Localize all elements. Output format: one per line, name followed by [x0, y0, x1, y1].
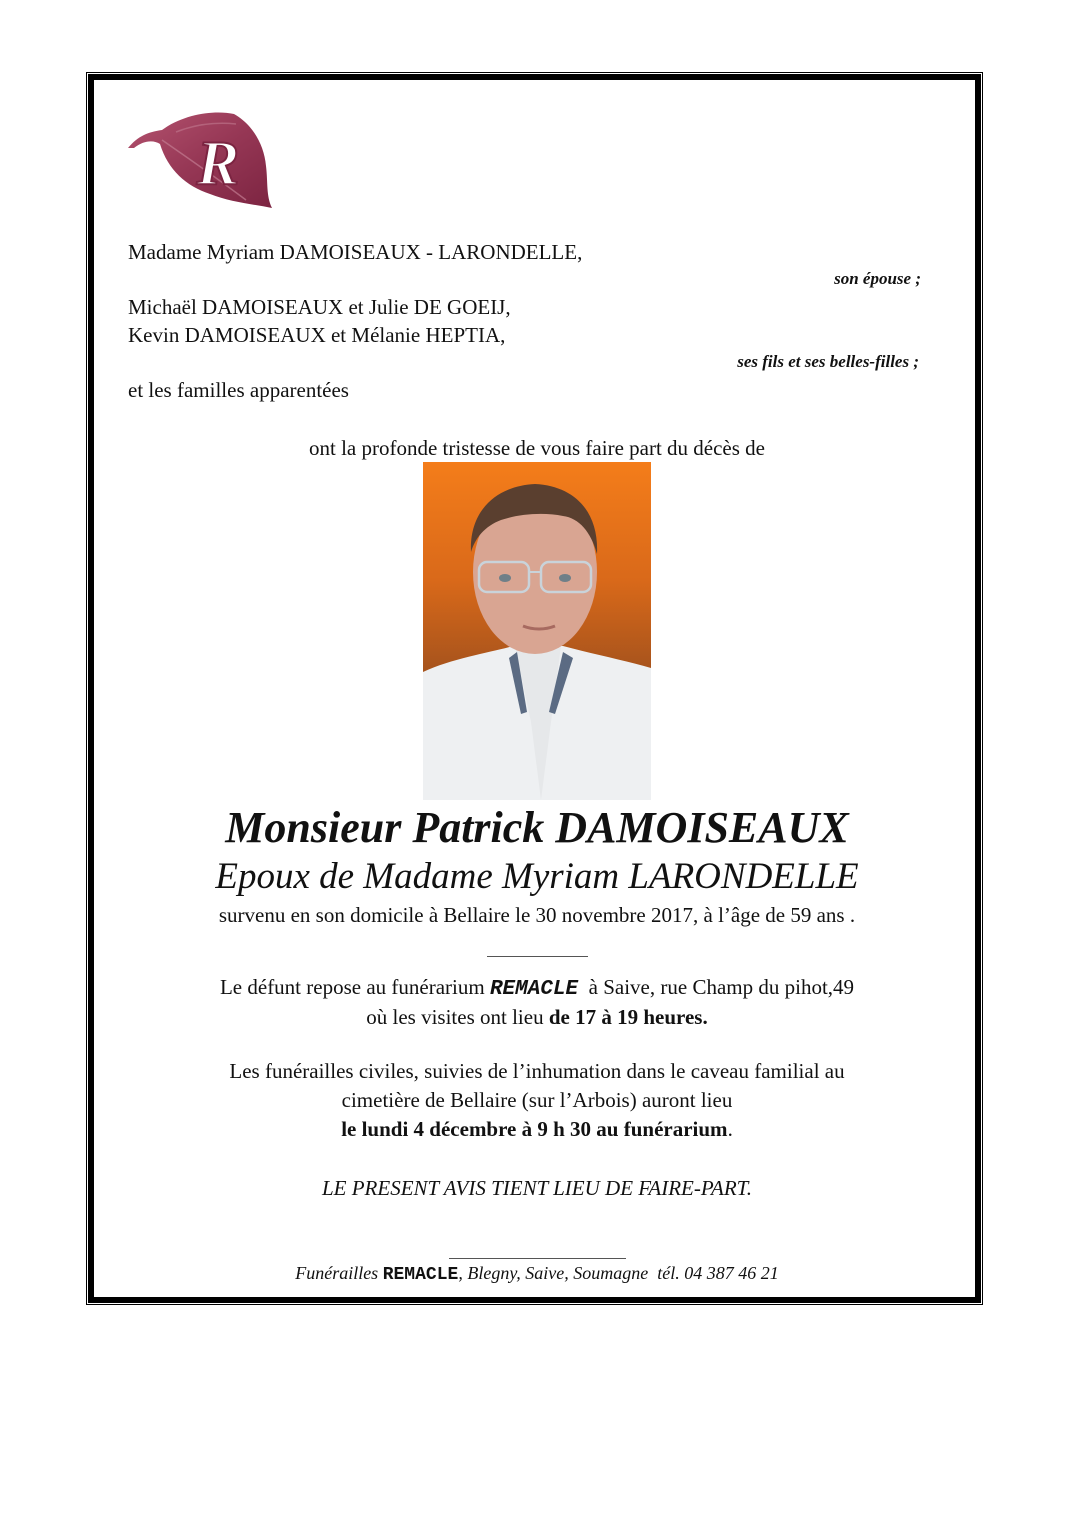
portrait-figure-icon: [423, 462, 651, 800]
leaf-logo-icon: [126, 110, 274, 210]
visitation-hours-prefix: où les visites ont lieu: [366, 1005, 549, 1029]
funeral-line-3: [94, 1117, 980, 1141]
child-couple-1: Michaël DAMOISEAUX et Julie DE GOEIJ,: [128, 295, 511, 319]
spouse-relation-label: son épouse ;: [834, 269, 921, 288]
visitation-hours: de 17 à 19 heures.: [548, 1005, 708, 1029]
children-relation-label: ses fils et ses belles-filles ;: [737, 352, 919, 371]
funeral-line-1: Les funérailles civiles, suivies de l’inhumation dans le caveau familial au: [229, 1059, 845, 1083]
spouse-name: Madame Myriam DAMOISEAUX - LARONDELLE,: [128, 240, 583, 264]
notice-text: LE PRESENT AVIS TIENT LIEU DE FAIRE-PART.: [321, 1176, 753, 1200]
visitation-prefix: Le défunt repose au funérarium: [219, 975, 490, 999]
deceased-spouse-line: Epoux de Madame Myriam LARONDELLE: [215, 856, 859, 897]
svg-text:R: R: [196, 127, 240, 198]
section-divider: [487, 956, 588, 957]
deceased-portrait: [423, 462, 651, 800]
death-details: survenu en son domicile à Bellaire le 30 novembre 2017, à l’âge de 59 ans .: [218, 903, 856, 927]
footer-contact: , Blegny, Saive, Soumagne tél. 04 387 46 21: [458, 1263, 779, 1283]
funeral-line-2: cimetière de Bellaire (sur l’Arbois) auront lieu: [341, 1088, 733, 1112]
child-couple-2: Kevin DAMOISEAUX et Mélanie HEPTIA,: [128, 323, 506, 347]
announcement-text: ont la profonde tristesse de vous faire part du décès de: [308, 436, 765, 460]
visitation-line-1: [94, 975, 980, 1002]
funeral-home-brand: REMACLE: [489, 978, 579, 1001]
footer-brand: REMACLE: [382, 1265, 459, 1285]
deceased-name: Monsieur Patrick DAMOISEAUX: [225, 803, 849, 852]
visitation-address: à Saive, rue Champ du pihot,49: [578, 975, 855, 999]
funeral-line-3-suffix: .: [727, 1117, 733, 1141]
relatives-line: et les familles apparentées: [128, 378, 349, 402]
visitation-line-2: [94, 1005, 980, 1029]
funeral-datetime: le lundi 4 décembre à 9 h 30 au funérarium: [341, 1117, 728, 1141]
footer: [94, 1262, 980, 1286]
footer-prefix: Funérailles: [295, 1263, 383, 1283]
footer-divider: [449, 1258, 626, 1259]
